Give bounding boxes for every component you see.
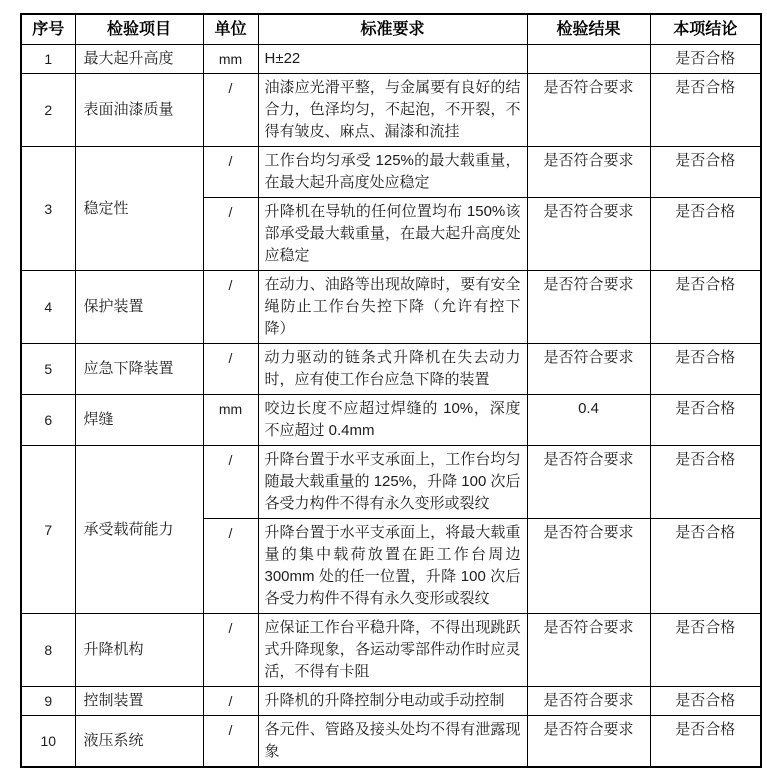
requirement-cell: 工作台均匀承受 125%的最大载重量，在最大起升高度处应稳定 [258,147,527,198]
column-header: 单位 [203,14,258,45]
item-cell: 最大起升高度 [75,45,203,74]
requirement-cell: 咬边长度不应超过焊缝的 10%，深度不应超过 0.4mm [258,395,527,446]
conclusion-cell: 是否合格 [650,198,761,271]
unit-cell: mm [203,45,258,74]
unit-cell: / [203,271,258,344]
requirement-cell: 在动力、油路等出现故障时，要有安全绳防止工作台失控下降（允许有控下降） [258,271,527,344]
table-row [21,344,761,395]
requirement-cell: 升降台置于水平支承面上，工作台均匀随最大载重量的 125%，升降 100 次后各受力构件不得有永久变形或裂纹 [258,446,527,519]
unit-cell: mm [203,395,258,446]
table-row [21,147,761,198]
row-number-cell: 5 [21,344,75,395]
unit-cell: / [203,147,258,198]
requirement-cell: 各元件、管路及接头处均不得有泄露现象 [258,716,527,768]
column-header: 序号 [21,14,75,45]
conclusion-cell: 是否合格 [650,271,761,344]
unit-cell: / [203,198,258,271]
conclusion-cell: 是否合格 [650,147,761,198]
result-cell: 是否符合要求 [527,271,650,344]
table-row [21,446,761,519]
requirement-cell: H±22 [258,45,527,74]
unit-cell: / [203,687,258,716]
row-number-cell: 8 [21,614,75,687]
unit-cell: / [203,344,258,395]
item-cell: 控制装置 [75,687,203,716]
requirement-cell: 升降机的升降控制分电动或手动控制 [258,687,527,716]
item-cell: 保护装置 [75,271,203,344]
row-number-cell: 3 [21,147,75,271]
result-cell: 是否符合要求 [527,74,650,147]
requirement-cell: 升降机在导轨的任何位置均布 150%该部承受最大载重量，在最大起升高度处应稳定 [258,198,527,271]
result-cell [527,45,650,74]
result-cell: 是否符合要求 [527,147,650,198]
unit-cell: / [203,614,258,687]
unit-cell: / [203,519,258,614]
row-number-cell: 6 [21,395,75,446]
conclusion-cell: 是否合格 [650,519,761,614]
item-cell: 稳定性 [75,147,203,271]
requirement-cell: 动力驱动的链条式升降机在失去动力时，应有使工作台应急下降的装置 [258,344,527,395]
conclusion-cell: 是否合格 [650,45,761,74]
row-number-cell: 9 [21,687,75,716]
column-header: 检验项目 [75,14,203,45]
unit-cell: / [203,716,258,768]
row-number-cell: 10 [21,716,75,768]
row-number-cell: 4 [21,271,75,344]
result-cell: 是否符合要求 [527,198,650,271]
item-cell: 应急下降装置 [75,344,203,395]
item-cell: 表面油漆质量 [75,74,203,147]
result-cell: 是否符合要求 [527,716,650,768]
row-number-cell: 1 [21,45,75,74]
requirement-cell: 升降台置于水平支承面上，将最大载重量的集中载荷放置在距工作台周边 300mm 处的任一位置，升降 100 次后各受力构件不得有永久变形或裂纹 [258,519,527,614]
conclusion-cell: 是否合格 [650,716,761,768]
conclusion-cell: 是否合格 [650,446,761,519]
result-cell: 是否符合要求 [527,687,650,716]
item-cell: 焊缝 [75,395,203,446]
result-cell: 0.4 [527,395,650,446]
item-cell: 液压系统 [75,716,203,768]
column-header: 本项结论 [650,14,761,45]
conclusion-cell: 是否合格 [650,74,761,147]
table-row [21,271,761,344]
item-cell: 升降机构 [75,614,203,687]
table-row [21,716,761,768]
result-cell: 是否符合要求 [527,614,650,687]
table-row [21,614,761,687]
unit-cell: / [203,74,258,147]
conclusion-cell: 是否合格 [650,687,761,716]
row-number-cell: 7 [21,446,75,614]
table-row [21,687,761,716]
table-body [21,45,761,768]
result-cell: 是否符合要求 [527,519,650,614]
conclusion-cell: 是否合格 [650,614,761,687]
row-number-cell: 2 [21,74,75,147]
conclusion-cell: 是否合格 [650,395,761,446]
conclusion-cell: 是否合格 [650,344,761,395]
table-row [21,74,761,147]
header-row [21,14,761,45]
result-cell: 是否符合要求 [527,344,650,395]
inspection-table [20,13,762,768]
item-cell: 承受载荷能力 [75,446,203,614]
result-cell: 是否符合要求 [527,446,650,519]
requirement-cell: 应保证工作台平稳升降，不得出现跳跃式升降现象，各运动零部件动作时应灵活，不得有卡阻 [258,614,527,687]
column-header: 标准要求 [258,14,527,45]
table-row [21,395,761,446]
column-header: 检验结果 [527,14,650,45]
table-row [21,45,761,74]
unit-cell: / [203,446,258,519]
requirement-cell: 油漆应光滑平整，与金属要有良好的结合力，色泽均匀，不起泡，不开裂，不得有皱皮、麻点、漏漆和流挂 [258,74,527,147]
